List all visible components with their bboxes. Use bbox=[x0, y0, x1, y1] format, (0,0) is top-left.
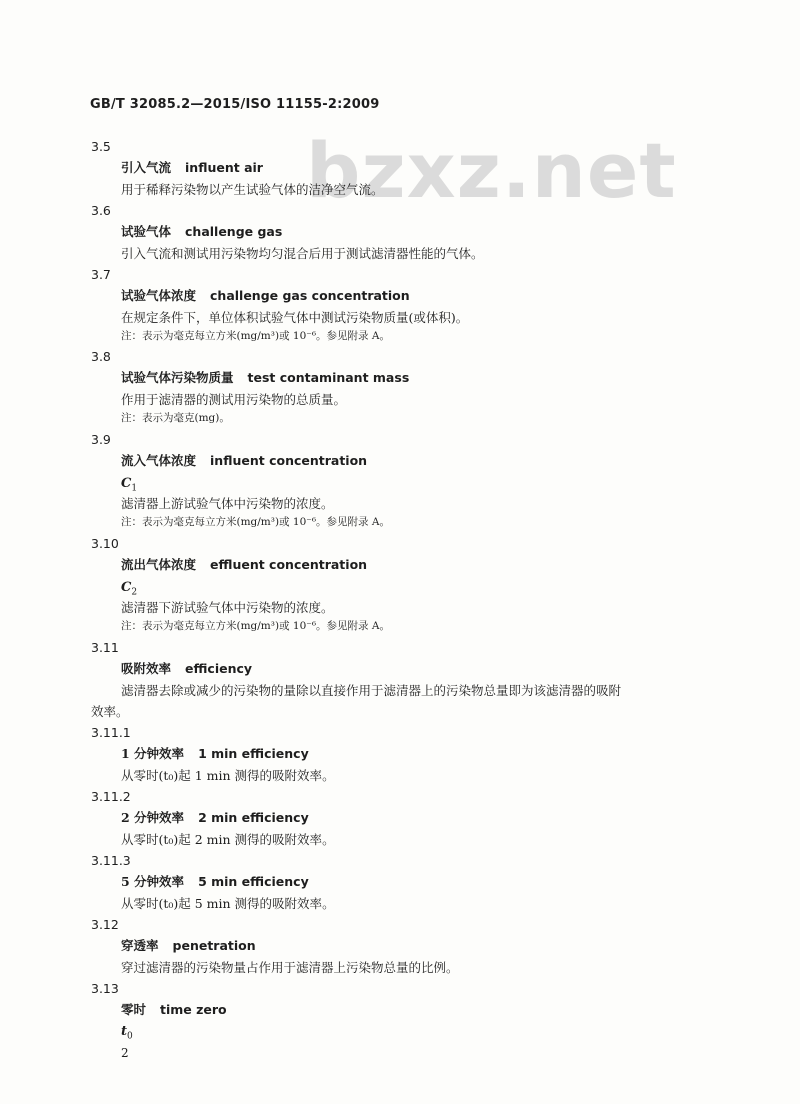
term-heading bbox=[121, 940, 256, 953]
term-chinese: 引入气流 bbox=[121, 160, 172, 175]
definition-text: 用于稀释污染物以产生试验气体的洁净空气流。 bbox=[121, 182, 384, 197]
clause-number: 3.11.2 bbox=[91, 789, 131, 804]
term-english: time zero bbox=[160, 1002, 227, 1017]
term-heading bbox=[121, 812, 309, 825]
term-heading bbox=[121, 455, 367, 468]
term-heading bbox=[121, 372, 409, 385]
term-heading bbox=[121, 876, 309, 889]
definition-text-continued: 效率。 bbox=[91, 704, 129, 719]
term-english: penetration bbox=[172, 938, 256, 953]
clause-number: 3.12 bbox=[91, 917, 119, 932]
term-symbol bbox=[121, 581, 137, 598]
term-chinese: 试验气体 bbox=[121, 224, 172, 239]
term-chinese: 穿透率 bbox=[121, 938, 159, 953]
term-english: efficiency bbox=[185, 661, 253, 676]
symbol-main: t bbox=[121, 1024, 128, 1039]
term-heading bbox=[121, 1004, 227, 1017]
term-english: 1 min efficiency bbox=[198, 746, 309, 761]
definition-text: 在规定条件下，单位体积试验气体中测试污染物质量(或体积)。 bbox=[121, 310, 469, 325]
term-heading bbox=[121, 748, 309, 761]
definition-text: 从零时(t₀)起 2 min 测得的吸附效率。 bbox=[121, 832, 335, 847]
term-chinese: 试验气体浓度 bbox=[121, 288, 197, 303]
clause-number: 3.10 bbox=[91, 536, 119, 551]
clause-number: 3.11.1 bbox=[91, 725, 131, 740]
note-text: 注：表示为毫克每立方米(mg/m³)或 10⁻⁶。参见附录 A。 bbox=[121, 620, 390, 632]
term-chinese: 2 分钟效率 bbox=[121, 810, 185, 825]
symbol-subscript: 2 bbox=[131, 587, 138, 598]
term-chinese: 试验气体污染物质量 bbox=[121, 370, 234, 385]
term-english: 2 min efficiency bbox=[198, 810, 309, 825]
note-text: 注：表示为毫克每立方米(mg/m³)或 10⁻⁶。参见附录 A。 bbox=[121, 516, 390, 528]
term-english: challenge gas bbox=[185, 224, 283, 239]
term-english: effluent concentration bbox=[210, 557, 368, 572]
clause-number: 3.8 bbox=[91, 349, 111, 364]
standard-header: GB/T 32085.2—2015/ISO 11155-2:2009 bbox=[90, 97, 380, 112]
term-heading bbox=[121, 663, 252, 676]
clause-number: 3.11 bbox=[91, 640, 119, 655]
term-heading bbox=[121, 162, 263, 175]
term-heading bbox=[121, 559, 367, 572]
page-number: 2 bbox=[121, 1046, 129, 1060]
clause-number: 3.9 bbox=[91, 432, 111, 447]
definition-text: 滤清器去除或减少的污染物的量除以直接作用于滤清器上的污染物总量即为该滤清器的吸附 bbox=[121, 683, 622, 698]
definition-text: 滤清器上游试验气体中污染物的浓度。 bbox=[121, 496, 334, 511]
clause-number: 3.6 bbox=[91, 203, 111, 218]
term-chinese: 1 分钟效率 bbox=[121, 746, 185, 761]
term-chinese: 流入气体浓度 bbox=[121, 453, 197, 468]
term-chinese: 5 分钟效率 bbox=[121, 874, 185, 889]
term-heading bbox=[121, 226, 282, 239]
term-chinese: 零时 bbox=[121, 1002, 147, 1017]
term-english: 5 min efficiency bbox=[198, 874, 309, 889]
definition-text: 从零时(t₀)起 5 min 测得的吸附效率。 bbox=[121, 896, 335, 911]
term-chinese: 吸附效率 bbox=[121, 661, 172, 676]
term-symbol bbox=[121, 1025, 133, 1042]
watermark-logo: bzxz.net bbox=[306, 126, 677, 215]
term-symbol bbox=[121, 477, 137, 494]
term-english: influent concentration bbox=[210, 453, 368, 468]
symbol-main: C bbox=[121, 476, 132, 491]
term-english: challenge gas concentration bbox=[210, 288, 410, 303]
note-text: 注：表示为毫克(mg)。 bbox=[121, 412, 230, 424]
clause-number: 3.13 bbox=[91, 981, 119, 996]
clause-number: 3.5 bbox=[91, 139, 111, 154]
definition-text: 作用于滤清器的测试用污染物的总质量。 bbox=[121, 392, 347, 407]
clause-number: 3.7 bbox=[91, 267, 111, 282]
symbol-subscript: 1 bbox=[131, 483, 138, 494]
definition-text: 滤清器下游试验气体中污染物的浓度。 bbox=[121, 600, 334, 615]
definition-text: 从零时(t₀)起 1 min 测得的吸附效率。 bbox=[121, 768, 335, 783]
symbol-main: C bbox=[121, 580, 132, 595]
definition-text: 穿过滤清器的污染物量占作用于滤清器上污染物总量的比例。 bbox=[121, 960, 459, 975]
note-text: 注：表示为毫克每立方米(mg/m³)或 10⁻⁶。参见附录 A。 bbox=[121, 330, 390, 342]
symbol-subscript: 0 bbox=[127, 1031, 133, 1042]
term-english: influent air bbox=[185, 160, 263, 175]
term-heading bbox=[121, 290, 410, 303]
term-english: test contaminant mass bbox=[247, 370, 410, 385]
term-chinese: 流出气体浓度 bbox=[121, 557, 197, 572]
clause-number: 3.11.3 bbox=[91, 853, 131, 868]
definition-text: 引入气流和测试用污染物均匀混合后用于测试滤清器性能的气体。 bbox=[121, 246, 484, 261]
